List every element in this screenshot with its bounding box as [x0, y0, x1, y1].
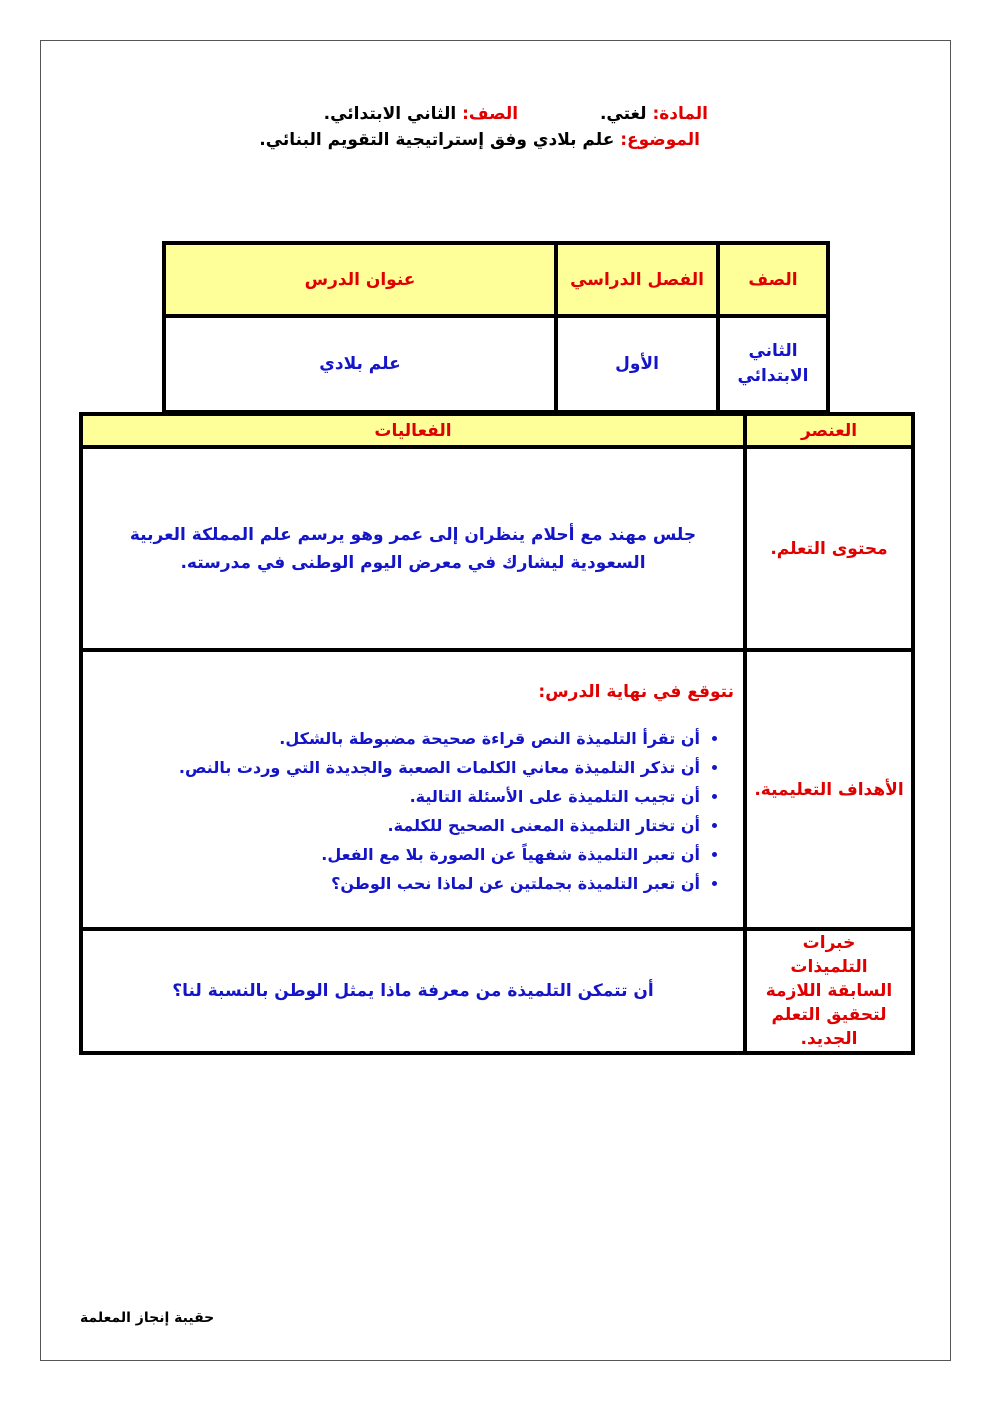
semester-value-cell: الأول	[558, 318, 716, 410]
learning-content-text: جلس مهند مع أحلام ينظران إلى عمر وهو يرسم علم المملكة العربية السعودية ليشارك في معرض اليوم الوطنى في مدرسته.	[83, 449, 743, 648]
goal-item: • أن تقرأ التلميذة النص قراءة صحيحة مضبوطة بالشكل.	[84, 724, 700, 753]
subject-value: لغتي.	[599, 104, 647, 124]
header-title-cell: عنوان الدرس	[166, 245, 554, 314]
lesson-info-table	[162, 241, 830, 414]
goal-item: • أن تعبر التلميذة شفهياً عن الصورة بلا مع الفعل.	[84, 840, 700, 869]
goal-item: • أن تذكر التلميذة معاني الكلمات الصعبة والجديدة التي وردت بالنص.	[84, 753, 700, 782]
grade-value-cell: الثاني الابتدائي	[720, 318, 826, 410]
goal-item: • أن تعبر التلميذة بجملتين عن لماذا نحب الوطن؟	[84, 869, 700, 898]
footer-caption: حقيبة إنجاز المعلمة	[80, 1310, 215, 1326]
element-prior-experience: خبرات التلميذات السابقة اللازمة لتحقيق التعلم الجديد.	[747, 931, 911, 1051]
col-activities-header: الفعاليات	[83, 416, 743, 445]
element-learning-content: محتوى التعلم.	[747, 449, 911, 648]
goal-item: • أن تختار التلميذة المعنى الصحيح للكلمة.	[84, 811, 700, 840]
goal-item: • أن تجيب التلميذة على الأسئلة التالية.	[84, 782, 700, 811]
grade-value: الثاني الابتدائي.	[323, 104, 457, 124]
header-topic-line	[259, 130, 700, 150]
prior-experience-text: أن تتمكن التلميذة من معرفة ماذا يمثل الوطن بالنسبة لنا؟	[83, 931, 743, 1051]
lesson-title-cell: علم بلادي	[166, 318, 554, 410]
goals-list	[84, 724, 742, 898]
topic-value: علم بلادي وفق إستراتيجية التقويم البنائي.	[259, 130, 615, 150]
learning-goals-cell	[83, 652, 743, 927]
element-learning-goals: الأهداف التعليمية.	[747, 652, 911, 927]
goals-intro: نتوقع في نهاية الدرس:	[538, 682, 734, 702]
grade-label: الصف:	[462, 104, 519, 124]
header-semester-cell: الفصل الدراسي	[558, 245, 716, 314]
topic-label: الموضوع:	[620, 130, 700, 150]
header-grade-cell: الصف	[720, 245, 826, 314]
col-element-header: العنصر	[747, 416, 911, 445]
lesson-plan-table	[79, 412, 915, 1055]
header-subject-line	[324, 104, 708, 124]
subject-label: المادة:	[652, 104, 708, 124]
